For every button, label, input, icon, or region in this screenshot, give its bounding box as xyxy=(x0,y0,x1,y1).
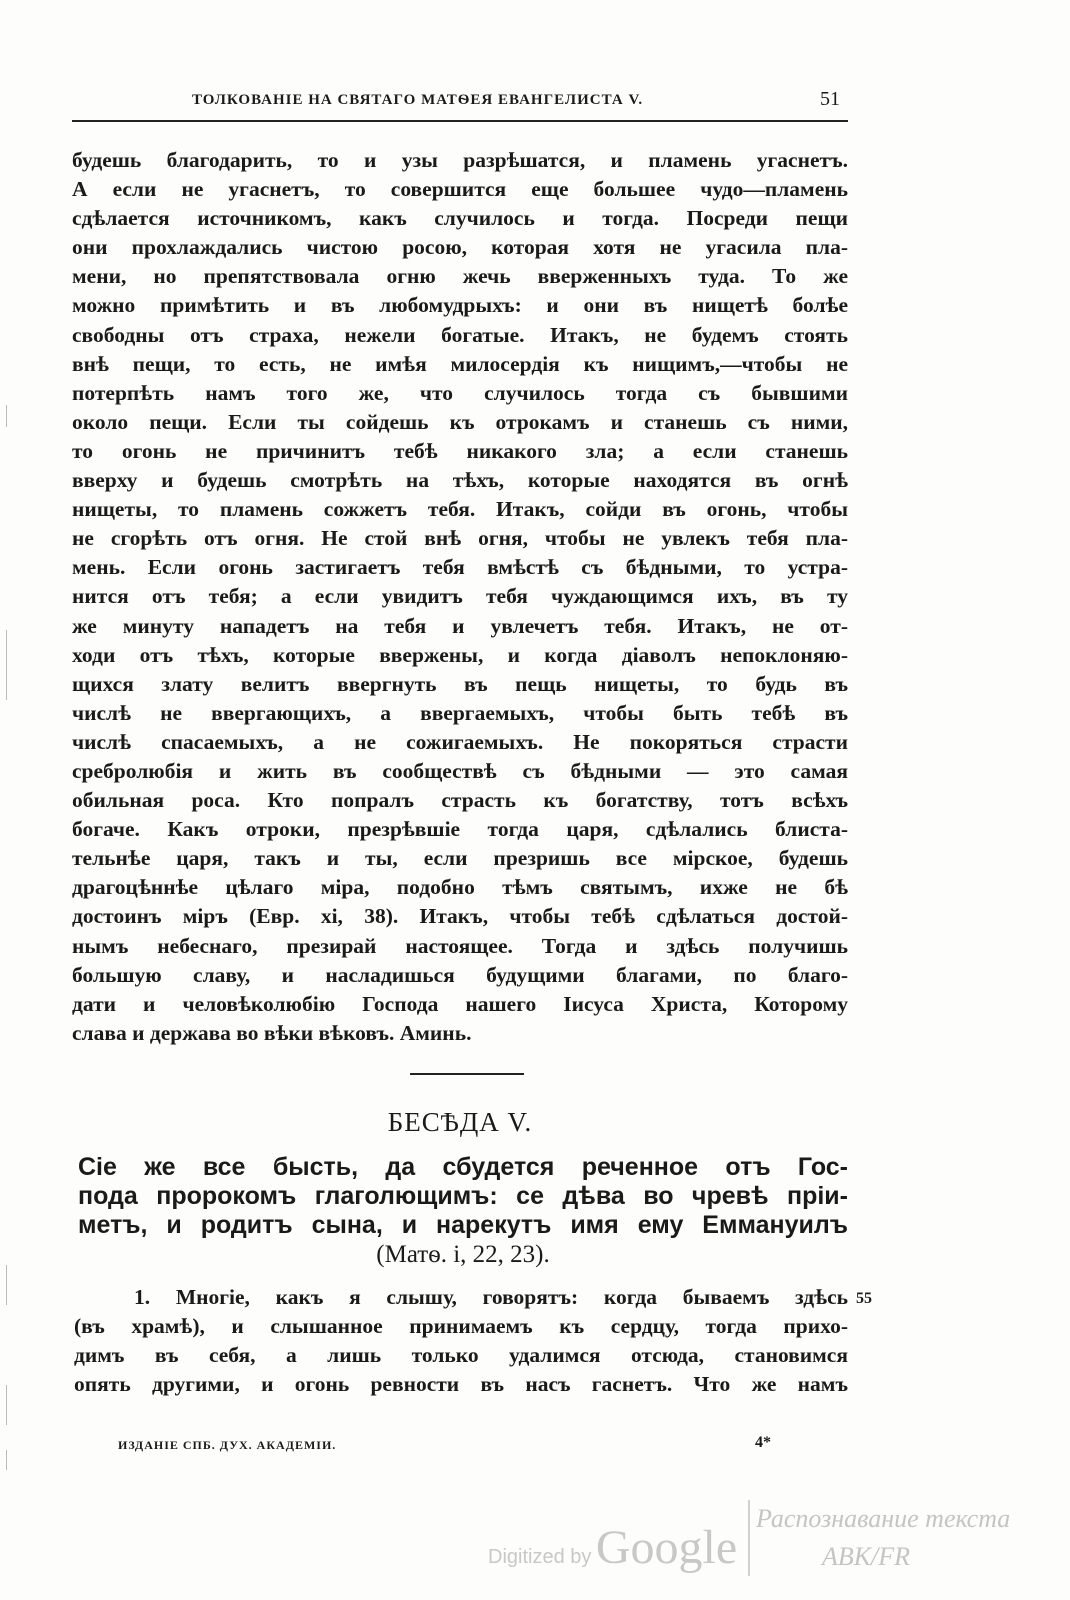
scan-artifact xyxy=(6,630,7,700)
ocr-watermark xyxy=(748,1500,1010,1576)
section-title: БЕСѢДА V. xyxy=(387,1107,533,1137)
text-line: нымъ небеснаго, презирай настоящее. Тогда и здѣсь получишь xyxy=(72,933,848,958)
text-line: обильная роса. Кто попралъ страсть къ богатству, тотъ всѣхъ xyxy=(72,788,848,813)
text-line: вверху и будешь смотрѣть на тѣхъ, которые находятся въ огнѣ xyxy=(72,468,848,493)
text-line: свободны отъ страха, нежели богатые. Итакъ, не будемъ стоять xyxy=(72,322,848,347)
epigraph-line: Сіе же все бысть, да сбудется реченное отъ Гос- xyxy=(78,1153,848,1181)
text-line: 1. Многіе, какъ я слышу, говорятъ: когда бываемъ здѣсь xyxy=(134,1285,848,1309)
paragraph-1 xyxy=(74,1283,848,1399)
scan-artifact xyxy=(6,1265,7,1305)
text-line: мень. Если огонь застигаетъ тебя вмѣстѣ съ бѣдными, то устра- xyxy=(72,555,848,580)
text-line: А если не угаснетъ, то совершится еще большее чудо—пламень xyxy=(72,177,848,202)
text-line: нится отъ тебя; а если увидитъ тебя чуждающимся ихъ, въ ту xyxy=(72,584,848,609)
epigraph-line: метъ, и родитъ сына, и нарекутъ имя ему Еммануилъ xyxy=(78,1211,848,1239)
google-logo: Google xyxy=(595,1521,738,1574)
epigraph-reference: (Матѳ. i, 22, 23). xyxy=(376,1241,550,1268)
text-line: ходи отъ тѣхъ, которые ввержены, и когда діаволъ непоклоняю- xyxy=(72,642,848,667)
text-line: числѣ не ввергающихъ, а ввергаемыхъ, чтобы быть тебѣ въ xyxy=(72,700,848,725)
ocr-line: Распознавание текста xyxy=(756,1504,1011,1533)
epigraph xyxy=(78,1153,848,1269)
text-line: богаче. Какъ отроки, презрѣвшіе тогда царя, сдѣлались блиста- xyxy=(72,817,848,842)
text-line: можно примѣтить и въ любомудрыхъ: и они въ нищетѣ болѣе xyxy=(72,293,848,318)
digitized-watermark xyxy=(488,1520,737,1575)
text-line: достоинъ міръ (Евр. xi, 38). Итакъ, чтобы тебѣ сдѣлаться достой- xyxy=(72,904,848,929)
scan-artifact xyxy=(6,405,7,427)
text-line: они прохлаждались чистою росою, которая хотя не угасила пла- xyxy=(72,235,848,260)
epigraph-line: пода пророкомъ глаголющимъ: се дѣва во чревѣ пріи- xyxy=(78,1182,848,1210)
body-text xyxy=(72,146,848,1048)
text-line: мени, но препятствовала огню жечь вверженныхъ туда. То же xyxy=(72,264,848,289)
text-line: слава и держава во вѣки вѣковъ. Аминь. xyxy=(72,1020,472,1045)
text-line: щихся злату велитъ ввергнуть въ пещь нищеты, то будь въ xyxy=(72,671,848,696)
text-line: драгоцѣннѣе цѣлаго міра, подобно тѣмъ святымъ, ихже не бѣ xyxy=(72,875,848,900)
footer-sheet-mark: 4* xyxy=(755,1434,771,1451)
text-line: около пещи. Если ты сойдешь къ отрокамъ и станешь съ ними, xyxy=(72,409,848,434)
scan-artifact xyxy=(6,1385,7,1425)
margin-page-number: 55 xyxy=(856,1290,872,1307)
text-line: тельнѣе царя, такъ и ты, если презришь все мірское, будешь xyxy=(72,846,848,871)
text-line: дати и человѣколюбію Господа нашего Іисуса Христа, Которому xyxy=(72,991,848,1016)
text-line: не сгорѣть отъ огня. Не стой внѣ огня, чтобы не увлекъ тебя пла- xyxy=(72,526,848,551)
digitized-label: Digitized by xyxy=(488,1546,592,1568)
page-number: 51 xyxy=(820,88,840,110)
text-line: числѣ спасаемыхъ, а не сожигаемыхъ. Не покоряться страсти xyxy=(72,729,848,754)
text-line: внѣ пещи, то есть, не имѣя милосердія къ нищимъ,—чтобы не xyxy=(72,351,848,376)
text-line: димъ въ себя, а лишь только удалимся отсюда, становимся xyxy=(74,1343,848,1368)
text-line: потерпѣть намъ того же, что случилось тогда съ бывшими xyxy=(72,380,848,405)
text-line: сдѣлается источникомъ, какъ случилось и тогда. Посреди пещи xyxy=(72,206,848,231)
text-line: то огонь не причинитъ тебѣ никакого зла; а если станешь xyxy=(72,438,848,463)
text-line: же минуту нападетъ на тебя и увлечетъ тебя. Итакъ, не от- xyxy=(72,613,848,638)
section-divider xyxy=(410,1073,524,1075)
text-line: опять другими, и огонь ревности въ насъ гаснетъ. Что же намъ xyxy=(74,1372,848,1397)
running-title: ТОЛКОВАНІЕ НА СВЯТАГО МАТѲЕЯ ЕВАНГЕЛИСТА V. xyxy=(192,92,644,108)
text-line: (въ храмѣ), и слышанное принимаемъ къ сердцу, тогда прихо- xyxy=(74,1314,848,1339)
text-line: сребролюбія и жить въ сообществѣ съ бѣдными — это самая xyxy=(72,758,848,783)
text-line: будешь благодарить, то и узы разрѣшатся, и пламень угаснетъ. xyxy=(72,148,848,172)
ocr-line: АВК/FR xyxy=(822,1542,911,1571)
scan-artifact xyxy=(6,1450,7,1470)
page-header xyxy=(72,88,848,122)
footer-signature: ИЗДАНІЕ СПБ. ДУХ. АКАДЕМІИ. xyxy=(118,1438,337,1452)
text-line: большую славу, и насладишься будущими благами, по благо- xyxy=(72,962,848,987)
text-line: нищеты, то пламень сожжетъ тебя. Итакъ, сойди въ огонь, чтобы xyxy=(72,497,848,522)
